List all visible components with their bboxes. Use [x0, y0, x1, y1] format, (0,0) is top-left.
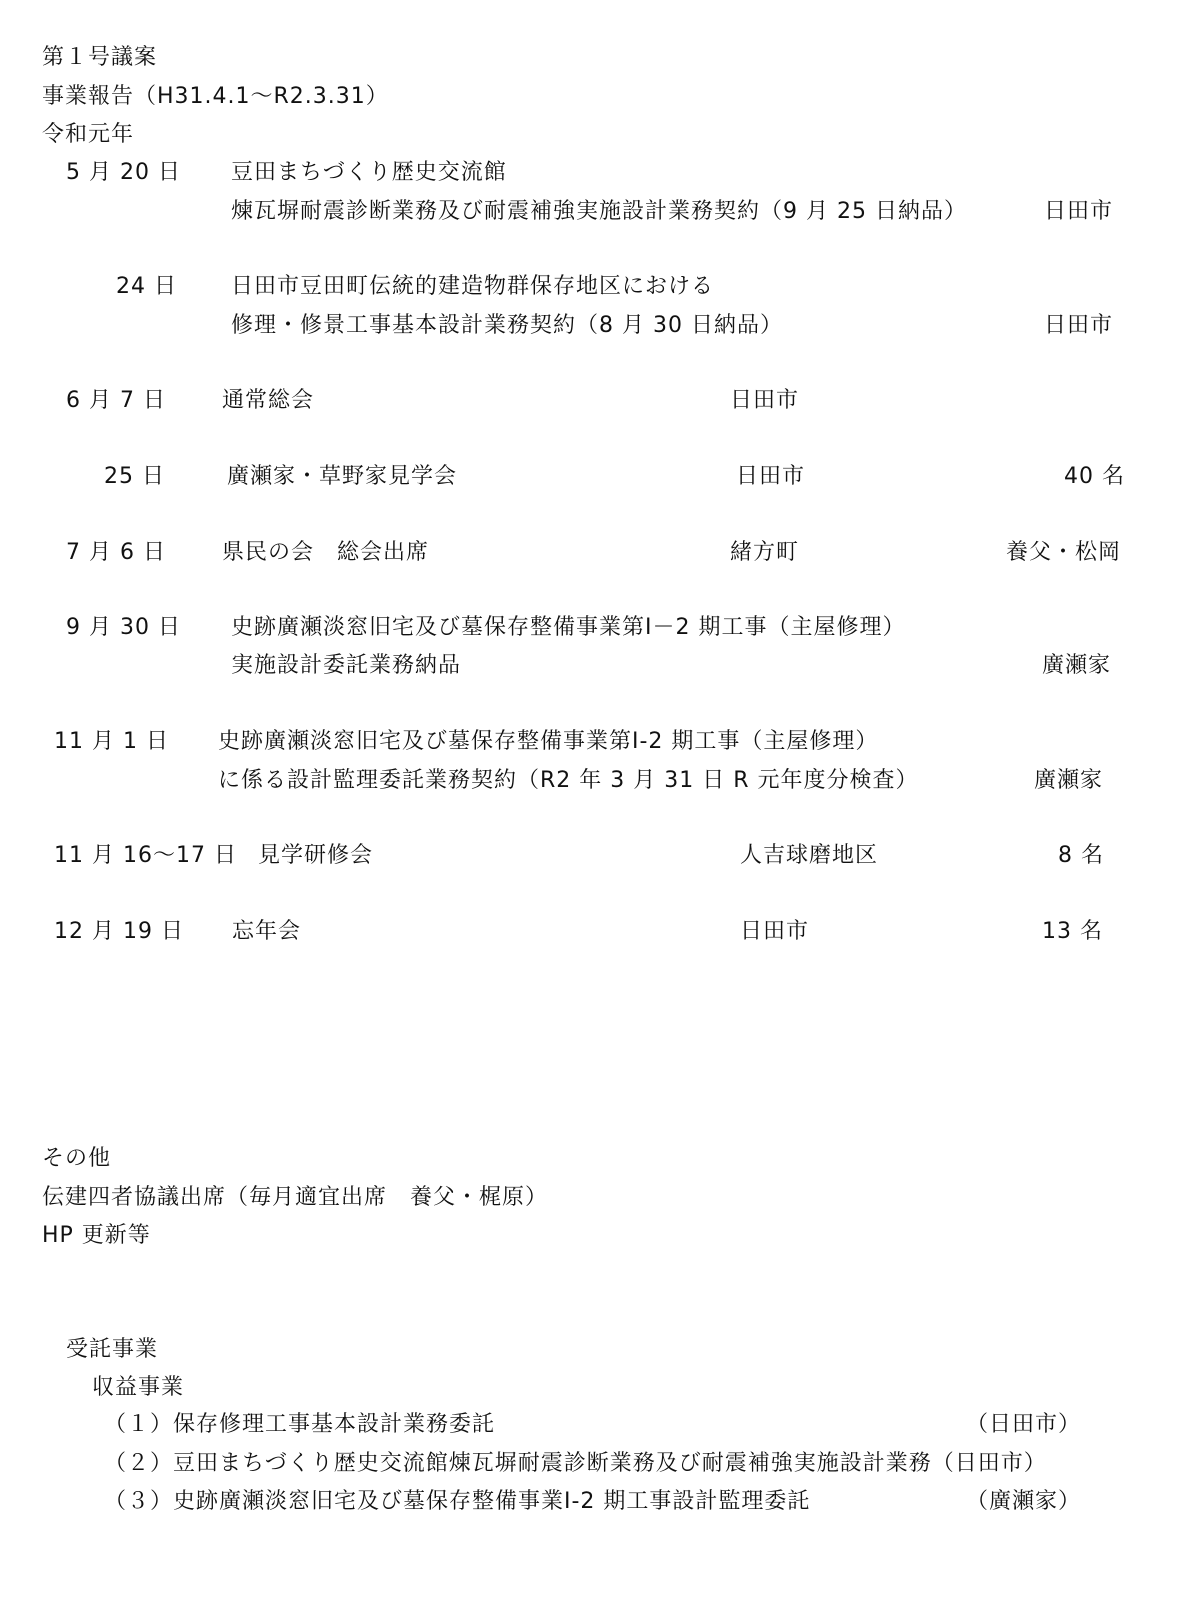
report-title: 事業報告（H31.4.1～R2.3.31） — [42, 84, 389, 109]
event-description-continued: に係る設計監理委託業務契約（R2 年 3 月 31 日 R 元年度分検査） — [218, 768, 919, 793]
event-date: 12 月 19 日 — [54, 919, 184, 944]
other-item: 伝建四者協議出席（毎月適宜出席 養父・梶原） — [42, 1185, 549, 1210]
commissioned-item-client: （廣瀬家） — [966, 1489, 1082, 1514]
event-description-continued: 実施設計委託業務納品 — [231, 653, 462, 678]
event-participant-count: 40 名 — [1064, 464, 1125, 489]
event-date: 24 日 — [116, 274, 177, 299]
event-date: 11 月 16～17 日 — [54, 843, 237, 868]
commissioned-item: （３）史跡廣瀬淡窓旧宅及び墓保存整備事業Ⅰ-2 期工事設計監理委託 — [104, 1489, 811, 1514]
event-participant-count: 13 名 — [1042, 919, 1103, 944]
event-party: 廣瀬家 — [1034, 768, 1104, 793]
event-date: 5 月 20 日 — [66, 160, 181, 185]
commissioned-heading: 受託事業 — [66, 1337, 159, 1362]
event-place: 日田市 — [730, 388, 800, 413]
event-title: 県民の会 総会出席 — [222, 540, 430, 565]
agenda-number: 第１号議案 — [42, 45, 158, 70]
event-party: 日田市 — [1044, 313, 1114, 338]
event-description: 史跡廣瀬淡窓旧宅及び墓保存整備事業第Ⅰ－2 期工事（主屋修理） — [231, 615, 906, 640]
event-date: 9 月 30 日 — [66, 615, 181, 640]
commissioned-item: （２）豆田まちづくり歴史交流館煉瓦塀耐震診断業務及び耐震補強実施設計業務（日田市） — [104, 1451, 1047, 1476]
event-party: 廣瀬家 — [1042, 653, 1112, 678]
commissioned-item: （１）保存修理工事基本設計業務委託 — [104, 1412, 496, 1437]
other-item: HP 更新等 — [42, 1223, 151, 1248]
other-heading: その他 — [42, 1146, 112, 1171]
event-date: 25 日 — [104, 464, 165, 489]
event-title: 忘年会 — [232, 919, 302, 944]
event-title: 廣瀬家・草野家見学会 — [227, 464, 458, 489]
event-description-continued: 煉瓦塀耐震診断業務及び耐震補強実施設計業務契約（9 月 25 日納品） — [231, 199, 967, 224]
event-title: 通常総会 — [222, 388, 315, 413]
event-place: 緒方町 — [730, 540, 800, 565]
event-place: 日田市 — [740, 919, 810, 944]
event-participant-count: 8 名 — [1058, 843, 1104, 868]
event-party: 日田市 — [1044, 199, 1114, 224]
event-attendees: 養父・松岡 — [1006, 540, 1122, 565]
event-place: 日田市 — [736, 464, 806, 489]
event-description: 日田市豆田町伝統的建造物群保存地区における — [231, 274, 715, 299]
event-date: 11 月 1 日 — [54, 729, 169, 754]
event-description-continued: 修理・修景工事基本設計業務契約（8 月 30 日納品） — [231, 313, 783, 338]
commissioned-item-client: （日田市） — [966, 1412, 1082, 1437]
event-date: 6 月 7 日 — [66, 388, 166, 413]
revenue-subheading: 収益事業 — [92, 1375, 185, 1400]
event-description: 豆田まちづくり歴史交流館 — [231, 160, 507, 185]
event-description: 史跡廣瀬淡窓旧宅及び墓保存整備事業第Ⅰ-2 期工事（主屋修理） — [218, 729, 879, 754]
event-place: 人吉球磨地区 — [740, 843, 879, 868]
event-title: 見学研修会 — [258, 843, 374, 868]
event-date: 7 月 6 日 — [66, 540, 166, 565]
era-year: 令和元年 — [42, 122, 135, 147]
